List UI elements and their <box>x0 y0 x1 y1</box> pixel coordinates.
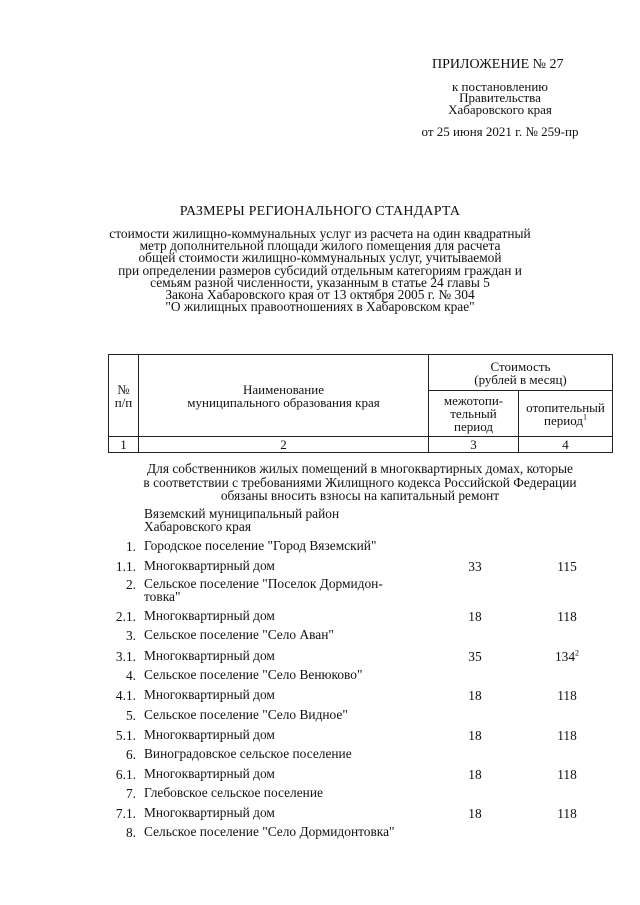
row-number: 7. <box>125 786 136 801</box>
value-interheating: 18 <box>468 728 482 743</box>
value-interheating: 33 <box>468 559 482 574</box>
section-note-line: в соответствии с требованиями Жилищного кодекса Российской Федерации <box>143 474 577 490</box>
table-row <box>0 560 640 576</box>
table-row <box>0 748 640 764</box>
table-row <box>0 768 640 784</box>
row-number: 7.1. <box>115 806 136 821</box>
section-note-line: Для собственников жилых помещений в многоквартирных домах, которые <box>147 461 573 476</box>
header-text: отопительный <box>526 399 605 415</box>
header-text: период <box>544 412 583 428</box>
table-row <box>0 826 640 842</box>
value-text: 134 <box>554 649 576 664</box>
value-interheating: 18 <box>468 767 482 782</box>
table-row <box>0 610 640 626</box>
subtitle-line: "О жилищных правоотношениях в Хабаровском крае" <box>165 299 475 315</box>
subtitle-line: при определении размеров субсидий отдельным категориям граждан и <box>118 262 522 278</box>
row-name: Сельское поселение "Село Венюково" <box>144 667 363 682</box>
value-heating <box>550 650 584 664</box>
row-name: Многоквартирный дом <box>144 648 275 663</box>
row-name: Сельское поселение "Село Дормидонтовка" <box>144 824 395 839</box>
header-text: п/п <box>114 394 133 410</box>
appendix-date: от 25 июня 2021 г. № 259-пр <box>421 124 579 139</box>
value-heating: 118 <box>557 688 577 703</box>
table-row <box>0 689 640 705</box>
index-cell: 4 <box>519 437 613 453</box>
header-text: Стоимость <box>490 358 551 374</box>
table-row <box>0 807 640 823</box>
table-row <box>0 576 640 604</box>
appendix-line: Правительства <box>459 90 541 105</box>
header-text: (рублей в месяц) <box>474 371 567 387</box>
header-text: период <box>454 419 493 434</box>
row-name: Многоквартирный дом <box>144 558 275 573</box>
row-name: Сельское поселение "Село Аван" <box>144 627 334 642</box>
row-number: 3. <box>125 628 136 643</box>
header-text: Наименование <box>243 381 324 397</box>
table-row <box>0 650 640 666</box>
header-text: тельный <box>450 406 497 421</box>
section-note-line: обязаны вносить взносы на капитальный ремонт <box>220 488 500 503</box>
row-name: Городское поселение "Город Вяземский" <box>144 538 377 553</box>
value-interheating: 18 <box>468 688 482 703</box>
header-text: муниципального образования края <box>187 394 380 410</box>
table-row <box>0 506 640 534</box>
subtitle-line: семьям разной численности, указанным в статье 24 главы 5 <box>150 274 490 290</box>
row-name: Многоквартирный дом <box>144 805 275 820</box>
row-number: 8. <box>125 825 136 840</box>
header-text: № <box>117 381 130 397</box>
footnote-mark: 2 <box>575 648 580 658</box>
table-row <box>0 540 640 556</box>
value-heating: 118 <box>557 806 577 821</box>
row-name: Многоквартирный дом <box>144 687 275 702</box>
subtitle-line: стоимости жилищно-коммунальных услуг из расчета на один квадратный <box>109 226 531 241</box>
table-row <box>0 669 640 685</box>
value-heating: 118 <box>557 609 577 624</box>
row-name: Вяземский муниципальный район Хабаровского края <box>144 506 340 534</box>
row-number: 5.1. <box>115 728 136 743</box>
row-name: Многоквартирный дом <box>144 727 275 742</box>
index-cell: 2 <box>139 437 429 453</box>
row-number: 3.1. <box>115 649 136 664</box>
value-interheating: 35 <box>468 649 482 664</box>
row-name: Виноградовское сельское поселение <box>144 746 352 761</box>
footnote-mark: 1 <box>582 412 587 422</box>
row-name: Сельское поселение "Поселок Дормидон-товка" <box>144 576 383 604</box>
value-interheating: 18 <box>468 609 482 624</box>
row-name: Многоквартирный дом <box>144 766 275 781</box>
value-interheating: 18 <box>468 806 482 821</box>
row-number: 2.1. <box>115 609 136 624</box>
subtitle-line: метр дополнительной площади жилого помещения для расчета <box>139 238 501 254</box>
subtitle-line: общей стоимости жилищно-коммунальных услуг, учитываемой <box>138 250 502 266</box>
row-number: 2. <box>125 577 136 592</box>
row-number: 5. <box>125 708 136 723</box>
row-name: Глебовское сельское поселение <box>144 785 323 800</box>
index-cell: 3 <box>429 437 519 453</box>
value-heating: 118 <box>557 728 577 743</box>
row-number: 6.1. <box>115 767 136 782</box>
row-number: 1. <box>125 539 136 554</box>
row-name: Многоквартирный дом <box>144 608 275 623</box>
appendix-line: к постановлению <box>451 79 549 94</box>
row-name: Сельское поселение "Село Видное" <box>144 707 348 722</box>
row-number: 4. <box>125 668 136 683</box>
value-heating: 118 <box>557 767 577 782</box>
table-row <box>0 787 640 803</box>
appendix-title: ПРИЛОЖЕНИЕ № 27 <box>432 57 564 72</box>
index-cell: 1 <box>109 437 139 453</box>
row-number: 4.1. <box>115 688 136 703</box>
table-row <box>0 629 640 645</box>
header-text: межотопи- <box>443 393 504 408</box>
appendix-line: Хабаровского края <box>448 102 552 117</box>
row-number: 1.1. <box>115 559 136 574</box>
table-row <box>0 729 640 745</box>
table-row <box>0 709 640 725</box>
row-number: 6. <box>125 747 136 762</box>
subtitle-line: Закона Хабаровского края от 13 октября 2005 г. № 304 <box>165 287 475 303</box>
document-title: РАЗМЕРЫ РЕГИОНАЛЬНОГО СТАНДАРТА <box>179 204 461 219</box>
value-heating: 115 <box>557 559 577 574</box>
